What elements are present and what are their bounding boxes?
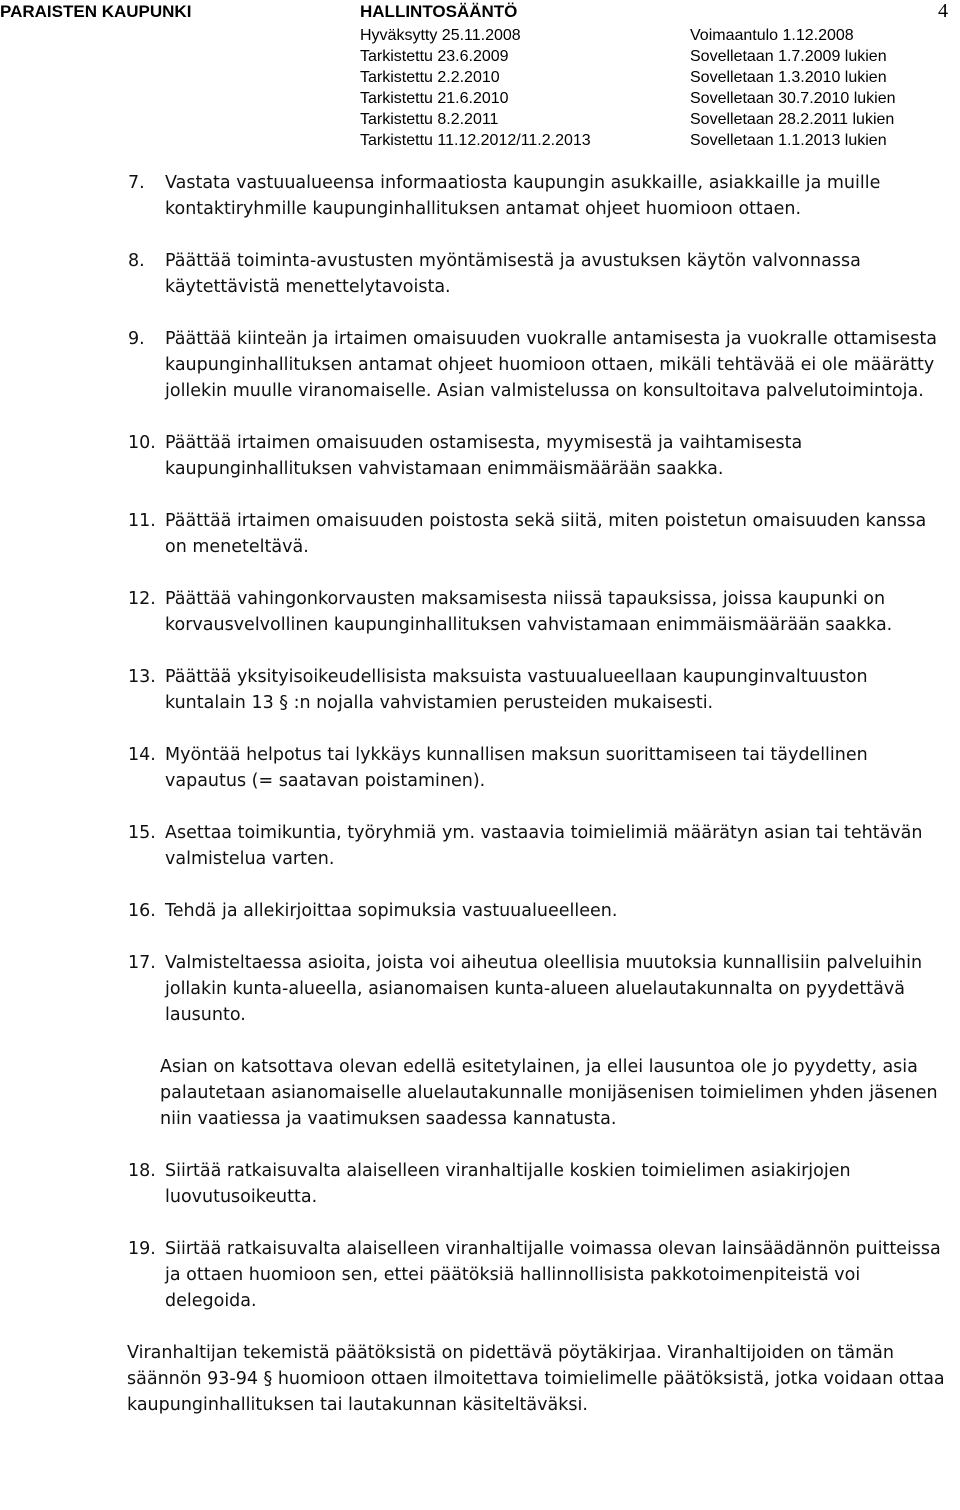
list-item	[0, 664, 960, 716]
document-body	[0, 170, 960, 1418]
list-item	[0, 248, 960, 300]
list-item	[0, 326, 960, 404]
item-number: 9.	[128, 329, 145, 349]
approval-date-line: Hyväksytty 25.11.2008	[360, 27, 521, 44]
item-text: Myöntää helpotus tai lykkäys kunnallisen maksun suorittamiseen tai täydellinen vapautus (= saatavan poistaminen).	[165, 745, 868, 791]
closing-paragraph: Viranhaltijan tekemistä päätöksistä on pidettävä pöytäkirjaa. Viranhaltijoiden on tämän säännön 93-94 § huomioon ottaen ilmoitettava toimielimelle päätöksistä, jotka voidaan ottaa kaupunginhallituksen tai lautakunnan käsiteltäväksi.	[127, 1343, 945, 1415]
item-text: Päättää irtaimen omaisuuden poistosta sekä siitä, miten poistetun omaisuuden kanssa on meneteltävä.	[165, 511, 927, 557]
list-item	[0, 1158, 960, 1210]
page-header	[0, 0, 960, 160]
item-number: 7.	[128, 173, 145, 193]
item-text: Vastata vastuualueensa informaatiosta kaupungin asukkaille, asiakkaille ja muille kontaktiryhmille kaupunginhallituksen antamat ohjeet huomioon ottaen.	[165, 173, 881, 219]
effective-date-line: Sovelletaan 28.2.2011 lukien	[690, 111, 895, 128]
item-text: Tehdä ja allekirjoittaa sopimuksia vastuualueelleen.	[165, 901, 618, 921]
item-17-note: Asian on katsottava olevan edellä esitetylainen, ja ellei lausuntoa ole jo pyydetty, asia palautetaan asianomaiselle aluelautakunnalle monijäsenisen toimielimen yhden jäsenen niin vaatiessa ja vaatimuksen saadessa kannatusta.	[160, 1057, 938, 1129]
list-item	[0, 898, 960, 924]
item-text: Päättää irtaimen omaisuuden ostamisesta, myymisestä ja vaihtamisesta kaupunginhallituksen vahvistamaan enimmäismäärään saakka.	[165, 433, 803, 479]
item-number: 15.	[128, 823, 156, 843]
item-number: 10.	[128, 433, 156, 453]
effective-date-line: Sovelletaan 1.3.2010 lukien	[690, 69, 887, 86]
approval-date-line: Tarkistettu 11.12.2012/11.2.2013	[360, 132, 591, 149]
item-number: 11.	[128, 511, 156, 531]
item-number: 16.	[128, 901, 156, 921]
item-text: Asettaa toimikuntia, työryhmiä ym. vastaavia toimielimiä määrätyn asian tai tehtävän valmistelua varten.	[165, 823, 923, 869]
list-item	[0, 1236, 960, 1314]
item-number: 12.	[128, 589, 156, 609]
document-title: HALLINTOSÄÄNTÖ	[360, 2, 518, 21]
effective-date-line: Sovelletaan 30.7.2010 lukien	[690, 90, 896, 107]
item-text: Päättää toiminta-avustusten myöntämisestä ja avustuksen käytön valvonnassa käytettävistä menettelytavoista.	[165, 251, 861, 297]
item-text: Siirtää ratkaisuvalta alaiselleen viranhaltijalle voimassa olevan lainsäädännön puitteissa ja ottaen huomioon sen, ettei päätöksiä hallinnollisista pakkotoimenpiteistä voi delegoida.	[165, 1239, 941, 1311]
approval-date-line: Tarkistettu 23.6.2009	[360, 48, 509, 65]
effective-date-line: Sovelletaan 1.1.2013 lukien	[690, 132, 887, 149]
approval-date-line: Tarkistettu 8.2.2011	[360, 111, 499, 128]
item-text: Päättää kiinteän ja irtaimen omaisuuden vuokralle antamisesta ja vuokralle ottamisesta kaupunginhallituksen antamat ohjeet huomioon ottaen, mikäli tehtävää ei ole määrätty jollekin muulle viranomaiselle. Asian valmistelussa on konsultoitava palvelutoimintoja.	[165, 329, 937, 401]
item-number: 13.	[128, 667, 156, 687]
organization-name: PARAISTEN KAUPUNKI	[0, 2, 192, 21]
list-item	[0, 586, 960, 638]
list-item	[0, 742, 960, 794]
item-number: 19.	[128, 1239, 156, 1259]
item-number: 14.	[128, 745, 156, 765]
item-number: 8.	[128, 251, 145, 271]
effective-date-line: Voimaantulo 1.12.2008	[690, 27, 854, 44]
item-number: 18.	[128, 1161, 156, 1181]
approval-date-line: Tarkistettu 2.2.2010	[360, 69, 500, 86]
item-text: Siirtää ratkaisuvalta alaiselleen viranhaltijalle koskien toimielimen asiakirjojen luovutusoikeutta.	[165, 1161, 851, 1207]
list-item	[0, 950, 960, 1028]
approval-dates	[360, 25, 591, 151]
approval-date-line: Tarkistettu 21.6.2010	[360, 90, 509, 107]
list-item	[0, 508, 960, 560]
page-number: 4	[938, 0, 948, 22]
item-text: Päättää yksityisoikeudellisista maksuista vastuualueellaan kaupunginvaltuuston kuntalain 13 § :n nojalla vahvistamien perusteiden mukaisesti.	[165, 667, 868, 713]
list-item	[0, 170, 960, 222]
list-item	[0, 430, 960, 482]
effective-date-line: Sovelletaan 1.7.2009 lukien	[690, 48, 887, 65]
item-number: 17.	[128, 953, 156, 973]
effective-dates	[690, 25, 896, 151]
item-text: Valmisteltaessa asioita, joista voi aiheutua oleellisia muutoksia kunnallisiin palveluihin jollakin kunta-alueella, asianomaisen kunta-alueen aluelautakunnalta on pyydettävä lausunto.	[165, 953, 923, 1025]
item-text: Päättää vahingonkorvausten maksamisesta niissä tapauksissa, joissa kaupunki on korvausvelvollinen kaupunginhallituksen vahvistamaan enimmäismäärään saakka.	[165, 589, 893, 635]
list-item	[0, 820, 960, 872]
